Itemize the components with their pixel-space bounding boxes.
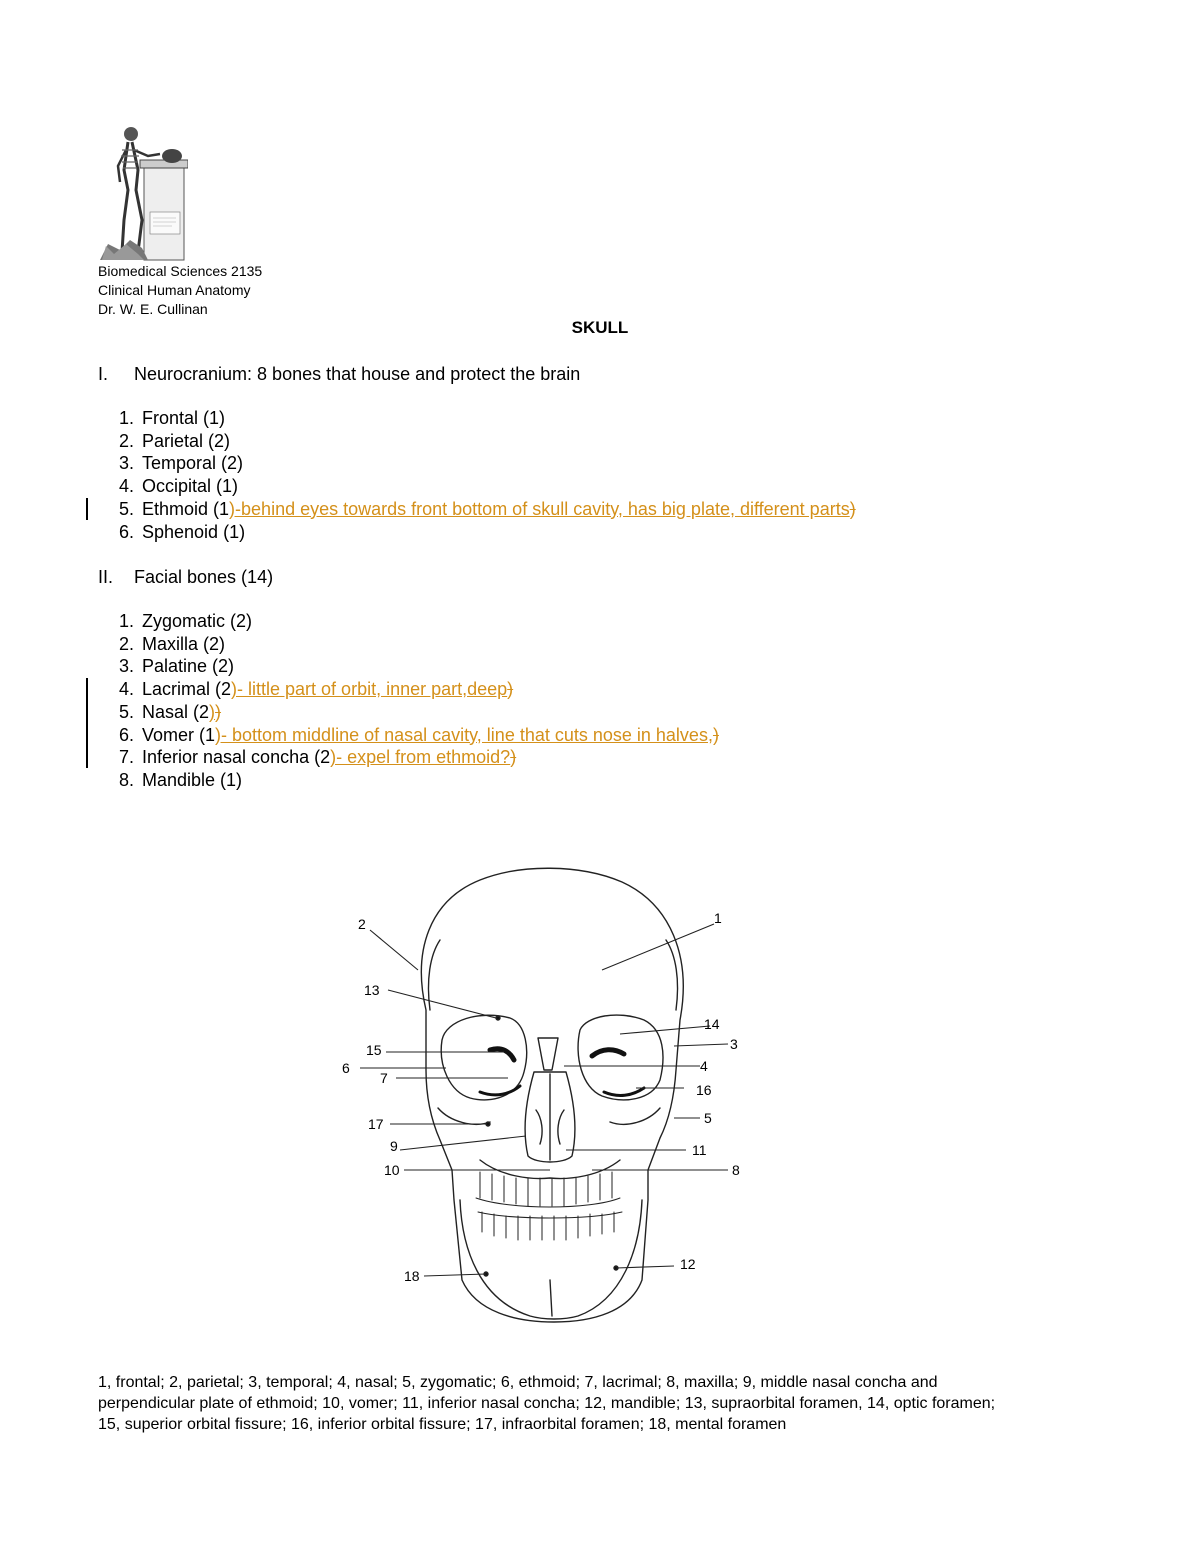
figure-label-11: 11 [692,1142,707,1158]
tracked-deletion: ) [712,724,719,745]
item-number: 2. [118,633,134,654]
figure-label-2: 2 [358,916,366,932]
item-number: 6. [118,724,134,745]
item-number: 1. [118,611,134,631]
section-heading-neurocranium [98,363,580,385]
figure-label-18: 18 [404,1268,420,1284]
figure-label-12: 12 [680,1256,696,1272]
tracked-insertion: )- bottom middline of nasal cavity, line that cuts nose in halves, [215,724,713,745]
item-number: 4. [118,476,134,497]
figure-label-7: 7 [380,1070,388,1086]
figure-label-8: 8 [732,1162,740,1178]
item-number: 5. [118,701,134,722]
skeleton-logo [98,120,188,262]
item-number: 4. [118,679,134,700]
section-heading-facial-bones [98,566,273,588]
list-item [98,633,719,656]
list-item [98,610,719,633]
item-text: Palatine (2) [142,656,235,677]
item-text: Lacrimal (2 [142,679,232,700]
item-text: Sphenoid (1) [142,521,246,542]
figure-label-6: 6 [342,1060,350,1076]
section-heading-text: Neurocranium: 8 bones that house and protect the brain [134,364,581,384]
change-bar [86,498,88,520]
item-number: 5. [118,498,134,519]
page-title: SKULL [571,318,629,337]
skull-figure [330,860,770,1330]
item-text: Occipital (1) [142,476,239,497]
item-text: Ethmoid (1 [142,498,230,519]
figure-label-1: 1 [714,910,722,926]
item-number: 3. [118,656,134,677]
tracked-deletion: ) [507,679,514,700]
figure-label-5: 5 [704,1110,712,1126]
tracked-insertion: )-behind eyes towards front bottom of skull cavity, has big plate, different parts [229,498,850,519]
tracked-insertion: ) [209,701,216,722]
course-header [98,262,262,319]
tracked-insertion: )- expel from ethmoid? [330,747,511,768]
item-number: 3. [118,453,134,474]
item-text: Inferior nasal concha (2 [142,747,331,768]
item-text: Mandible (1) [142,769,243,790]
item-text: Parietal (2) [142,430,231,451]
list-item [98,407,856,430]
list-item [98,701,719,724]
tracked-deletion: ) [849,498,856,519]
item-number: 1. [118,408,134,428]
course-subtitle: Clinical Human Anatomy [98,282,251,298]
figure-label-9: 9 [390,1138,398,1154]
list-item [98,655,719,678]
tracked-deletion: ) [215,701,222,722]
course-name: Biomedical Sciences 2135 [98,263,263,279]
section-heading-text: Facial bones (14) [134,567,274,587]
figure-label-4: 4 [700,1058,708,1074]
item-text: Vomer (1 [142,724,216,745]
figure-label-17: 17 [368,1116,384,1132]
tracked-insertion: )- little part of orbit, inner part,deep [231,679,508,700]
facial-bones-list [98,610,719,792]
caption-line: 1, frontal; 2, parietal; 3, temporal; 4, nasal; 5, zygomatic; 6, ethmoid; 7, lacrimal; 8, maxilla; 9, middle nasal concha and [98,1374,938,1391]
figure-label-15: 15 [366,1042,382,1058]
figure-label-13: 13 [364,982,380,998]
section-numeral: I. [98,364,109,384]
neurocranium-list [98,407,856,543]
item-text: Temporal (2) [142,453,244,474]
nasal-bone [538,1038,558,1070]
item-number: 8. [118,769,134,790]
change-bar [86,678,88,768]
caption-line: perpendicular plate of ethmoid; 10, vomer; 11, inferior nasal concha; 12, mandible; 13, supraorbital foramen, 14, optic foramen; [98,1395,996,1412]
list-item [98,452,856,475]
list-item [98,678,719,701]
item-number: 7. [118,747,134,768]
list-item [98,498,856,521]
figure-caption [98,1372,995,1435]
list-item [98,521,856,544]
caption-line: 15, superior orbital fissure; 16, inferior orbital fissure; 17, infraorbital foramen; 18, mental foramen [98,1416,787,1433]
section-numeral: II. [98,567,114,587]
list-item [98,724,719,747]
tracked-deletion: ) [510,747,517,768]
figure-label-10: 10 [384,1162,400,1178]
item-number: 2. [118,430,134,451]
item-number: 6. [118,521,134,542]
item-text: Nasal (2 [142,701,210,722]
list-item [98,475,856,498]
item-text: Zygomatic (2) [142,611,253,631]
cranium-outline [421,868,683,1322]
figure-label-16: 16 [696,1082,712,1098]
list-item [98,746,719,769]
figure-label-3: 3 [730,1036,738,1052]
figure-label-14: 14 [704,1016,720,1032]
instructor: Dr. W. E. Cullinan [98,301,208,317]
item-text: Maxilla (2) [142,633,226,654]
item-text: Frontal (1) [142,408,226,428]
list-item [98,769,719,792]
list-item [98,430,856,453]
